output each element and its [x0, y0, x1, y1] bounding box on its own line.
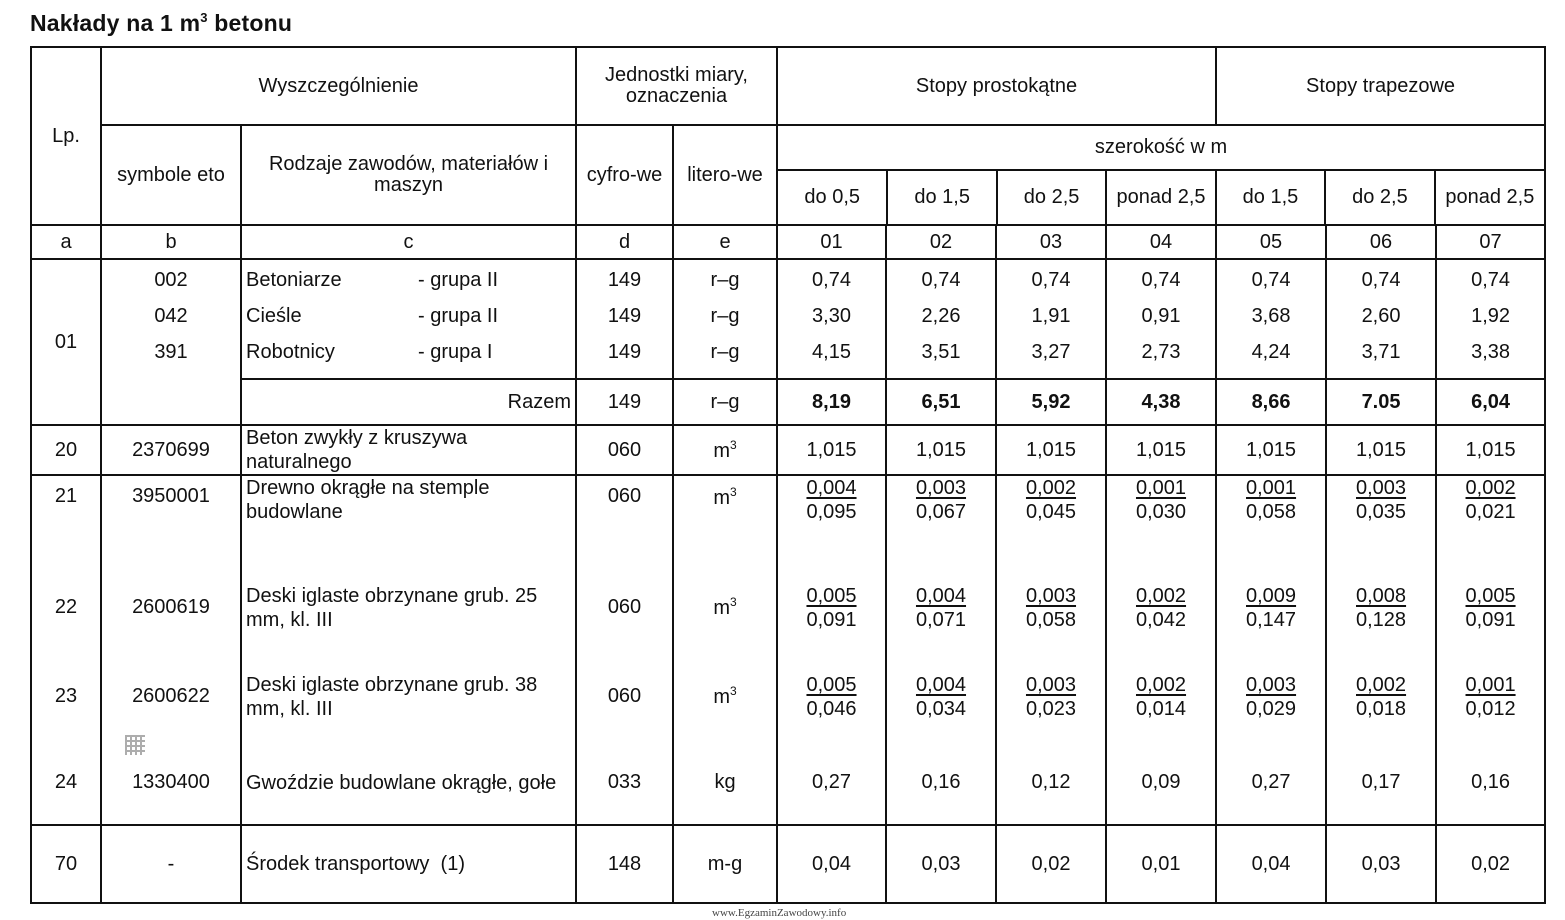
equipment-value: 0,01: [1106, 825, 1216, 903]
labor-unit-code: 149: [607, 305, 642, 327]
header-width-block: [777, 125, 1545, 225]
fraction-denominator: 0,058: [1025, 608, 1077, 631]
material-lp: 23: [31, 652, 101, 741]
labor-name-line: [246, 298, 571, 334]
material-fraction: [1216, 652, 1326, 741]
title-text: Nakłady na 1 m: [30, 10, 201, 36]
norms-table: [30, 46, 1546, 904]
material-value: 1,015: [886, 425, 996, 475]
labor-total-row: [31, 379, 1545, 425]
labor-total-value: 5,92: [996, 379, 1106, 425]
equipment-row: [31, 825, 1545, 903]
material-fraction: [996, 563, 1106, 652]
fraction-denominator: 0,012: [1465, 697, 1516, 720]
labor-total-unit-code: 149: [576, 379, 673, 425]
fraction-numerator: 0,002: [1465, 477, 1516, 499]
fraction-denominator: 0,029: [1246, 697, 1297, 720]
fraction-numerator: 0,001: [1135, 477, 1187, 499]
labor-value: 0,74: [1361, 269, 1401, 291]
col-number: 05: [1216, 225, 1326, 259]
material-value: 0,16: [1436, 741, 1545, 825]
fraction-numerator: 0,001: [1465, 673, 1516, 696]
header-lp: Lp.: [31, 47, 101, 225]
qr-code-icon: [125, 735, 145, 755]
fraction-denominator: 0,095: [806, 501, 857, 523]
fraction-denominator: 0,018: [1356, 697, 1407, 720]
header-symbole: symbole eto: [101, 125, 241, 225]
labor-name-line: [246, 262, 571, 298]
labor-symbol: 042: [154, 305, 188, 327]
col-number: 06: [1326, 225, 1436, 259]
fraction-denominator: 0,014: [1135, 697, 1187, 720]
material-value: 0,16: [886, 741, 996, 825]
material-fraction: [1216, 475, 1326, 563]
equipment-value: 0,03: [886, 825, 996, 903]
material-value: 1,015: [777, 425, 886, 475]
labor-value: 0,74: [1471, 269, 1511, 291]
material-fraction: [1436, 475, 1545, 563]
labor-values-col: [996, 259, 1106, 379]
labor-group: - grupa II: [418, 305, 499, 327]
equipment-value: 0,02: [1436, 825, 1545, 903]
width-label: do 1,5: [1216, 170, 1325, 224]
header-stopy-prostokatne: Stopy prostokątne: [777, 47, 1216, 125]
fraction-denominator: 0,035: [1356, 501, 1407, 523]
unit-base: m: [713, 686, 730, 708]
material-name: [241, 741, 576, 825]
fraction-numerator: 0,004: [915, 673, 967, 696]
fraction-numerator: 0,005: [806, 584, 857, 607]
labor-total-label: Razem: [241, 379, 576, 425]
material-symbol: 2600622: [101, 652, 241, 741]
fraction-denominator: 0,091: [1465, 608, 1516, 631]
material-lp: 21: [31, 475, 101, 563]
material-lp: 24: [31, 741, 101, 825]
material-value: 0,27: [1216, 741, 1326, 825]
unit-superscript: 3: [729, 684, 737, 698]
material-row: [31, 563, 1545, 652]
labor-symbols: [101, 259, 241, 425]
labor-name: Cieśle: [246, 305, 302, 327]
material-fraction: [1436, 563, 1545, 652]
material-fraction: [777, 475, 886, 563]
labor-total-value: 6,04: [1436, 379, 1545, 425]
fraction-denominator: 0,046: [806, 697, 857, 720]
material-fraction: [886, 652, 996, 741]
labor-value: 4,24: [1251, 341, 1291, 363]
material-unit-code: 060: [576, 475, 673, 563]
labor-value: 2,26: [921, 305, 961, 327]
material-value: 1,015: [1106, 425, 1216, 475]
labor-value: 1,91: [1031, 305, 1071, 327]
labor-value: 0,74: [1251, 269, 1291, 291]
labor-unit-codes: [576, 259, 673, 379]
column-index-row: [31, 225, 1545, 259]
fraction-denominator: 0,021: [1465, 501, 1516, 523]
material-value: 0,09: [1106, 741, 1216, 825]
equipment-symbol: -: [101, 825, 241, 903]
labor-value: 0,91: [1141, 305, 1181, 327]
material-fraction: [886, 563, 996, 652]
fraction-numerator: 0,002: [1135, 673, 1187, 696]
width-label: ponad 2,5: [1445, 186, 1535, 208]
fraction-numerator: 0,002: [1135, 584, 1187, 607]
fraction-numerator: 0,001: [1246, 477, 1297, 499]
labor-value: 0,74: [1031, 269, 1071, 291]
width-subtable: [778, 126, 1544, 224]
labor-values-col: [886, 259, 996, 379]
labor-total-value: 8,19: [777, 379, 886, 425]
width-label: do 0,5: [778, 170, 887, 224]
labor-unit-letters: [673, 259, 777, 379]
material-value: 1,015: [1436, 425, 1545, 475]
material-value: 0,12: [996, 741, 1106, 825]
title-superscript: 3: [200, 10, 208, 25]
material-row: [31, 652, 1545, 741]
material-name: [241, 563, 576, 652]
labor-value: 0,74: [921, 269, 961, 291]
col-number: 02: [886, 225, 996, 259]
header-wyszczegolnienie: Wyszczególnienie: [101, 47, 576, 125]
labor-values-col: [1106, 259, 1216, 379]
header-szerokosc: szerokość w m: [778, 126, 1544, 170]
material-value: 1,015: [1216, 425, 1326, 475]
labor-unit-letter: r–g: [710, 341, 740, 363]
header-stopy-trapezowe: Stopy trapezowe: [1216, 47, 1545, 125]
labor-total-value: 7.05: [1326, 379, 1436, 425]
labor-value: 2,60: [1361, 305, 1401, 327]
fraction-numerator: 0,003: [1025, 584, 1077, 607]
labor-names: [241, 259, 576, 379]
material-name: [241, 425, 576, 475]
fraction-denominator: 0,023: [1025, 697, 1077, 720]
header-cyfrowe: cyfro-we: [576, 125, 673, 225]
labor-unit-letter: r–g: [710, 269, 740, 291]
labor-unit-code: 149: [607, 341, 642, 363]
header-row-1: [31, 47, 1545, 125]
fraction-denominator: 0,030: [1135, 501, 1187, 523]
labor-total-unit-letter: r–g: [673, 379, 777, 425]
equipment-unit-code: 148: [576, 825, 673, 903]
col-number: 04: [1106, 225, 1216, 259]
equipment-value: 0,04: [1216, 825, 1326, 903]
material-symbol: 3950001: [101, 475, 241, 563]
width-label: do 1,5: [887, 170, 996, 224]
material-fraction: [777, 652, 886, 741]
col-letter: d: [576, 225, 673, 259]
width-label: ponad 2,5: [1106, 170, 1215, 224]
fraction-denominator: 0,128: [1356, 608, 1407, 631]
material-unit: [673, 425, 777, 475]
fraction-denominator: 0,034: [915, 697, 967, 720]
material-unit-code: 060: [576, 652, 673, 741]
unit-base: m: [713, 487, 730, 509]
material-name-text: Deski iglaste obrzynane grub. 25 mm, kl. III: [246, 584, 538, 631]
labor-unit-letter: r–g: [710, 305, 740, 327]
col-letter: a: [31, 225, 101, 259]
material-row: [31, 475, 1545, 563]
unit-base: m: [713, 439, 730, 462]
material-fraction: [1106, 475, 1216, 563]
fraction-denominator: 0,071: [915, 608, 967, 631]
equipment-value: 0,04: [777, 825, 886, 903]
material-fraction: [777, 563, 886, 652]
equipment-name: Środek transportowy (1): [241, 825, 576, 903]
material-name-text: Deski iglaste obrzynane grub. 38 mm, kl. III: [246, 673, 538, 720]
unit-superscript: 3: [729, 485, 737, 499]
material-fraction: [1106, 563, 1216, 652]
labor-values-col: [1216, 259, 1326, 379]
equipment-value: 0,03: [1326, 825, 1436, 903]
labor-value: 0,74: [1141, 269, 1181, 291]
fraction-numerator: 0,003: [1246, 673, 1297, 696]
labor-unit-code: 149: [607, 269, 642, 291]
unit-superscript: 3: [729, 437, 737, 452]
material-value: 1,015: [1326, 425, 1436, 475]
labor-name-line: [246, 334, 571, 370]
material-symbol: 2600619: [101, 563, 241, 652]
labor-symbol: 391: [154, 341, 188, 363]
labor-value: 3,30: [812, 305, 851, 327]
labor-value: 3,51: [921, 341, 961, 363]
labor-value: 3,68: [1251, 305, 1291, 327]
material-unit: [673, 652, 777, 741]
fraction-numerator: 0,004: [915, 584, 967, 607]
material-fraction: [996, 475, 1106, 563]
title-suffix: betonu: [207, 10, 293, 36]
labor-values-col: [1326, 259, 1436, 379]
header-literowe: litero-we: [673, 125, 777, 225]
material-lp: 20: [31, 425, 101, 475]
material-unit: [673, 563, 777, 652]
material-name: [241, 475, 576, 563]
material-name-text: Gwoździe budowlane okrągłe, gołe: [246, 771, 557, 794]
material-fraction: [996, 652, 1106, 741]
fraction-numerator: 0,004: [806, 477, 857, 499]
fraction-numerator: 0,005: [806, 673, 857, 696]
equipment-lp: 70: [31, 825, 101, 903]
labor-values-col: [777, 259, 886, 379]
labor-symbol: 002: [154, 269, 188, 291]
col-number: 01: [777, 225, 886, 259]
material-fraction: [1326, 475, 1436, 563]
labor-value: 4,15: [812, 341, 851, 363]
labor-value: 1,92: [1471, 305, 1511, 327]
material-name-text: Beton zwykły z kruszywa naturalnego: [246, 427, 468, 473]
labor-values-col: [1436, 259, 1545, 379]
material-name-text: Drewno okrągłe na stemple budowlane: [246, 477, 490, 523]
fraction-numerator: 0,005: [1465, 584, 1516, 607]
material-unit: kg: [673, 741, 777, 825]
fraction-denominator: 0,091: [806, 608, 857, 631]
labor-value: 0,74: [812, 269, 851, 291]
fraction-denominator: 0,067: [915, 501, 967, 523]
material-fraction: [1106, 652, 1216, 741]
labor-name: Betoniarze: [246, 269, 342, 291]
fraction-numerator: 0,002: [1356, 673, 1407, 696]
header-jednostki: Jednostki miary, oznaczenia: [576, 47, 777, 125]
width-labels-row: [778, 170, 1544, 224]
page-title: [30, 10, 292, 37]
fraction-numerator: 0,002: [1025, 477, 1077, 499]
material-row: [31, 741, 1545, 825]
labor-group: - grupa I: [418, 341, 493, 363]
width-label: do 2,5: [997, 170, 1106, 224]
header-rodzaje: Rodzaje zawodów, materiałów i maszyn: [241, 125, 576, 225]
labor-value: 3,38: [1471, 341, 1511, 363]
material-value: 1,015: [996, 425, 1106, 475]
fraction-numerator: 0,003: [1356, 477, 1407, 499]
material-fraction: [1436, 652, 1545, 741]
material-unit: [673, 475, 777, 563]
labor-lp: 01: [31, 259, 101, 425]
labor-total-value: 8,66: [1216, 379, 1326, 425]
labor-value: 2,73: [1141, 341, 1181, 363]
unit-base: m: [713, 597, 730, 619]
fraction-numerator: 0,003: [915, 477, 967, 499]
unit-superscript: 3: [729, 595, 737, 609]
labor-value: 3,27: [1031, 341, 1071, 363]
col-letter: e: [673, 225, 777, 259]
fraction-numerator: 0,003: [1025, 673, 1077, 696]
fraction-denominator: 0,058: [1246, 501, 1297, 523]
material-fraction: [1326, 563, 1436, 652]
material-row: [31, 425, 1545, 475]
material-fraction: [886, 475, 996, 563]
labor-group: - grupa II: [418, 269, 499, 291]
col-number: 07: [1436, 225, 1545, 259]
col-letter: c: [241, 225, 576, 259]
labor-value: 3,71: [1361, 341, 1401, 363]
material-name: [241, 652, 576, 741]
width-label: do 2,5: [1325, 170, 1434, 224]
fraction-denominator: 0,045: [1025, 501, 1077, 523]
header-row-2: [31, 125, 1545, 225]
material-value: 0,17: [1326, 741, 1436, 825]
fraction-numerator: 0,009: [1246, 584, 1297, 607]
material-fraction: [1216, 563, 1326, 652]
equipment-unit-letter: m-g: [673, 825, 777, 903]
material-unit-code: 060: [576, 425, 673, 475]
labor-total-value: 4,38: [1106, 379, 1216, 425]
fraction-denominator: 0,147: [1246, 608, 1297, 631]
material-unit-code: 060: [576, 563, 673, 652]
labor-name: Robotnicy: [246, 341, 335, 363]
fraction-numerator: 0,008: [1356, 584, 1407, 607]
labor-total-value: 6,51: [886, 379, 996, 425]
material-value: 0,27: [777, 741, 886, 825]
material-lp: 22: [31, 563, 101, 652]
material-symbol: 1330400: [101, 741, 241, 825]
material-fraction: [1326, 652, 1436, 741]
col-letter: b: [101, 225, 241, 259]
material-unit-code: 033: [576, 741, 673, 825]
szerokosc-row: [778, 126, 1544, 170]
material-symbol: 2370699: [101, 425, 241, 475]
fraction-denominator: 0,042: [1135, 608, 1187, 631]
labor-row: [31, 259, 1545, 379]
watermark: www.EgzaminZawodowy.info: [712, 907, 847, 919]
col-number: 03: [996, 225, 1106, 259]
equipment-value: 0,02: [996, 825, 1106, 903]
